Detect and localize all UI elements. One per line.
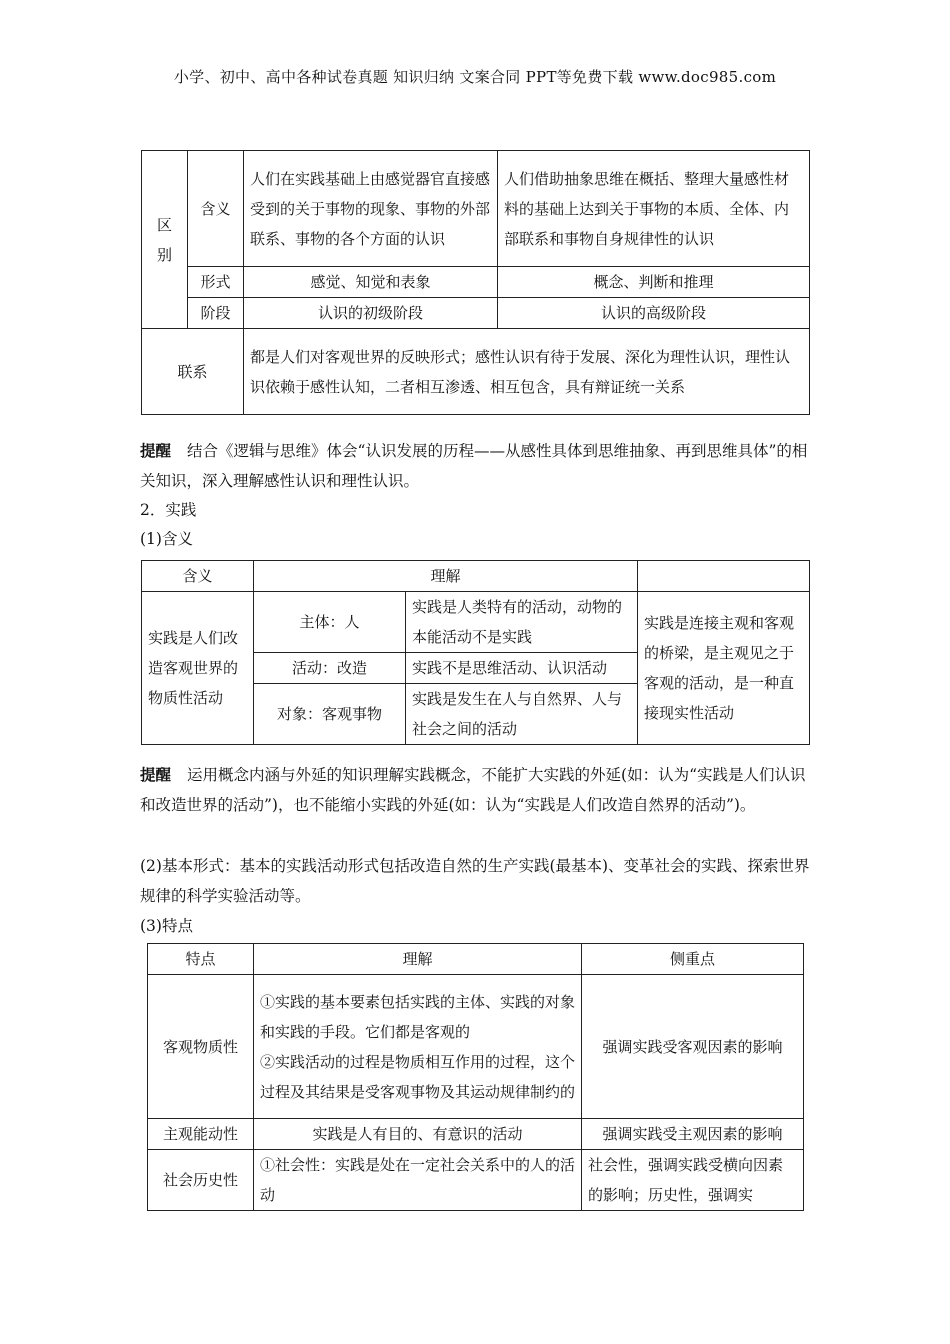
practice-meaning-table (141, 560, 810, 745)
tip-1-text: 结合《逻辑与思维》体会“认识发展的历程——从感性具体到思维抽象、再到思维具体”的相关知识，深入理解感性认识和理性认识。 (140, 442, 808, 490)
tip-1-label: 提醒 (140, 441, 172, 460)
header-meaning: 含义 (142, 561, 254, 592)
practice-features-table (147, 943, 804, 1211)
practice-bridge: 实践是连接主观和客观的桥梁，是主观见之于客观的活动，是一种直接现实性活动 (638, 592, 810, 745)
header-blank (638, 561, 810, 592)
aspect-subject-explain: 实践是人类特有的活动，动物的本能活动不是实践 (406, 592, 638, 653)
tip-1 (140, 436, 812, 496)
feature-subjective-explain: 实践是人有目的、有意识的活动 (254, 1119, 582, 1150)
perceptual-meaning: 人们在实践基础上由感觉器官直接感受到的关于事物的现象、事物的外部联系、事物的各个方面的认识 (244, 151, 498, 267)
aspect-activity-explain: 实践不是思维活动、认识活动 (406, 653, 638, 684)
feature-objective-focus: 强调实践受客观因素的影响 (582, 975, 804, 1119)
aspect-activity: 活动：改造 (254, 653, 406, 684)
aspect-subject: 主体：人 (254, 592, 406, 653)
perceptual-stage: 认识的初级阶段 (244, 298, 498, 329)
aspect-object: 对象：客观事物 (254, 684, 406, 745)
practice-definition: 实践是人们改造客观世界的物质性活动 (142, 592, 254, 745)
rational-stage: 认识的高级阶段 (498, 298, 810, 329)
feature-subjective: 主观能动性 (148, 1119, 254, 1150)
difference-label: 区 别 (142, 151, 188, 329)
header-understanding: 理解 (254, 561, 638, 592)
page-header: 小学、初中、高中各种试卷真题 知识归纳 文案合同 PPT等免费下载 www.doc985.com (173, 68, 777, 86)
subsection-3-title: (3)特点 (140, 917, 193, 935)
form-label: 形式 (188, 267, 244, 298)
feature-social-explain: ①社会性：实践是处在一定社会关系中的人的活动 (254, 1150, 582, 1211)
tip-2 (140, 760, 812, 820)
tip-2-text: 运用概念内涵与外延的知识理解实践概念，不能扩大实践的外延(如：认为“实践是人们认识和改造世界的活动”)，也不能缩小实践的外延(如：认为“实践是人们改造自然界的活动”)。 (140, 766, 806, 814)
feature-objective: 客观物质性 (148, 975, 254, 1119)
connection-text: 都是人们对客观世界的反映形式；感性认识有待于发展、深化为理性认识，理性认识依赖于感性认知，二者相互渗透、相互包含，具有辩证统一关系 (244, 329, 810, 415)
perceptual-form: 感觉、知觉和表象 (244, 267, 498, 298)
feature-objective-explain: ①实践的基本要素包括实践的主体、实践的对象和实践的手段。它们都是客观的 ②实践活动的过程是物质相互作用的过程，这个过程及其结果是受客观事物及其运动规律制约的 (254, 975, 582, 1119)
header-focus: 侧重点 (582, 944, 804, 975)
rational-meaning: 人们借助抽象思维在概括、整理大量感性材料的基础上达到关于事物的本质、全体、内部联系和事物自身规律性的认识 (498, 151, 810, 267)
subsection-2-text: (2)基本形式：基本的实践活动形式包括改造自然的生产实践(最基本)、变革社会的实践、探索世界规律的科学实验活动等。 (140, 857, 810, 905)
rational-form: 概念、判断和推理 (498, 267, 810, 298)
subsection-1-title: (1)含义 (140, 530, 193, 548)
feature-subjective-focus: 强调实践受主观因素的影响 (582, 1119, 804, 1150)
header-feature: 特点 (148, 944, 254, 975)
header-understanding: 理解 (254, 944, 582, 975)
stage-label: 阶段 (188, 298, 244, 329)
cognition-comparison-table (141, 150, 810, 415)
meaning-label: 含义 (188, 151, 244, 267)
feature-social-historical: 社会历史性 (148, 1150, 254, 1211)
feature-social-focus: 社会性，强调实践受横向因素的影响；历史性，强调实 (582, 1150, 804, 1211)
section-2-title: 2．实践 (140, 501, 197, 519)
tip-2-label: 提醒 (140, 765, 172, 784)
connection-label: 联系 (142, 329, 244, 415)
aspect-object-explain: 实践是发生在人与自然界、人与社会之间的活动 (406, 684, 638, 745)
